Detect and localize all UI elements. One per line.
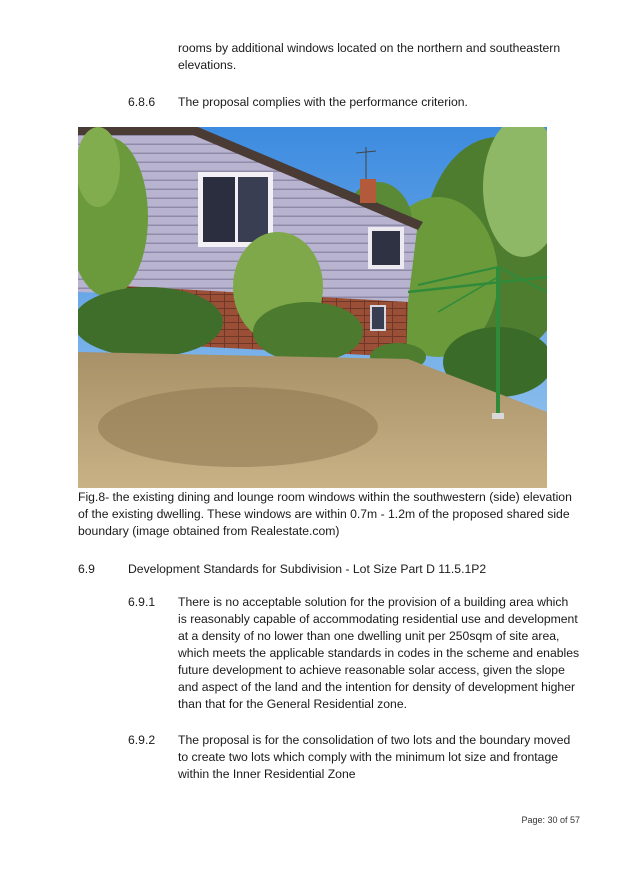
item-6-9-2-text: The proposal is for the consolidation of two lots and the boundary moved to create two lots which comply with the minimum lot size and frontage within the Inner Residential Zone	[178, 733, 571, 781]
item-6-9-1-text: There is no acceptable solution for the provision of a building area which is reasonably capable of accommodating residential use and development at a density of no lower than one dwelling unit per 250sqm of site area, which meets the applicable standards in codes in the scheme and enables future development to achieve reasonable solar access, given the slope and aspect of the land and the intention for density of development higher than that for the General Residential zone.	[178, 595, 580, 711]
page-number: Page: 30 of 57	[521, 815, 580, 825]
house-photo	[78, 127, 547, 488]
item-6-8-6-number: 6.8.6	[128, 95, 156, 109]
item-6-9-2-number: 6.9.2	[128, 733, 156, 747]
section-6-9-title: Development Standards for Subdivision - Lot Size Part D 11.5.1P2	[128, 562, 487, 576]
continuation-paragraph: rooms by additional windows located on the northern and southeastern elevations.	[178, 41, 561, 72]
figure-caption: Fig.8- the existing dining and lounge room windows within the southwestern (side) elevation of the existing dwelling. These windows are within 0.7m - 1.2m of the proposed shared side boundary (image obtained from Realestate.com)	[78, 490, 572, 538]
section-6-9-number: 6.9	[78, 562, 95, 576]
item-6-8-6-text: The proposal complies with the performance criterion.	[178, 95, 468, 109]
item-6-9-1-number: 6.9.1	[128, 595, 156, 609]
